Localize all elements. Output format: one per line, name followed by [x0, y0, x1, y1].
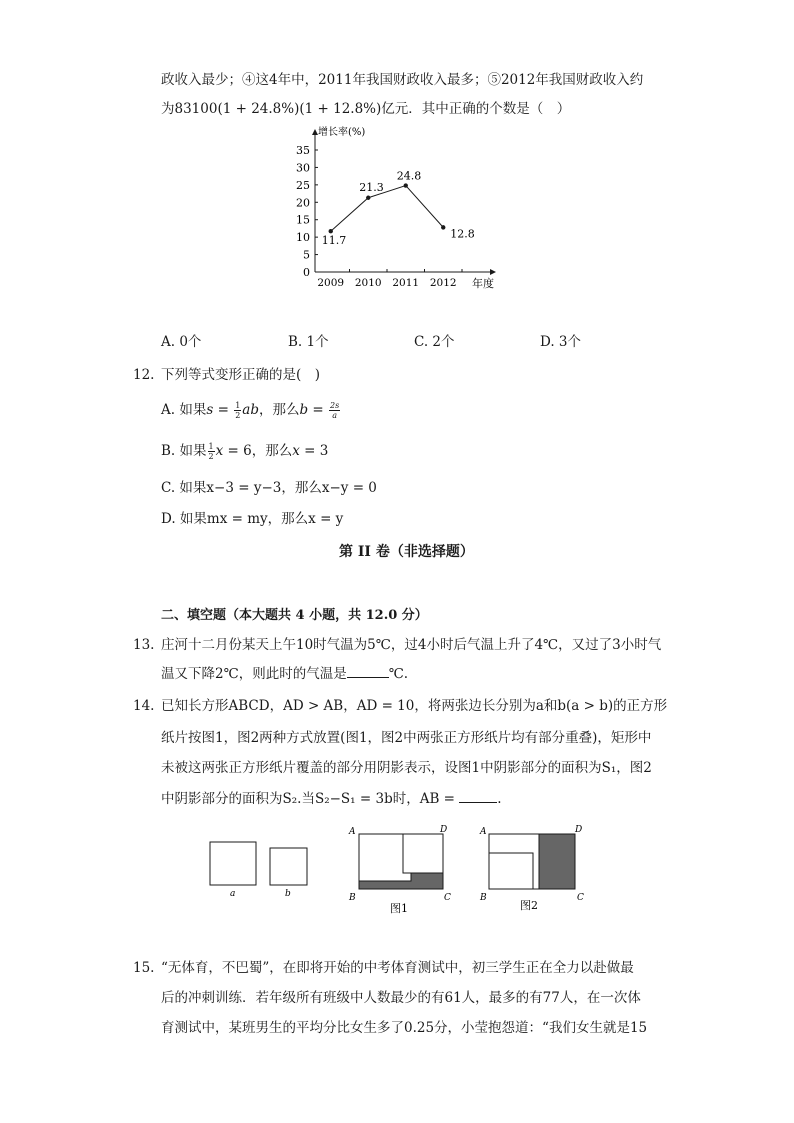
q14-line3: 未被这两张正方形纸片覆盖的部分用阴影表示，设图1中阴影部分的面积为S₁，图2 [161, 760, 652, 776]
figure-1-vertex-b: B [349, 893, 356, 903]
data-point [366, 196, 370, 200]
figure-1-shaded-corner [411, 873, 443, 889]
figure-1-vertex-d: D [440, 825, 448, 835]
square-b-label: b [285, 889, 291, 899]
q12-number: 12. [133, 367, 155, 383]
q12-option-a-mid: ，那么 [258, 402, 300, 418]
data-label: 11.7 [321, 234, 347, 248]
y-tick-label: 35 [296, 144, 310, 157]
q14-line2: 纸片按图1，图2两种方式放置(图1，图2中两张正方形纸片均有部分重叠)，矩形中 [161, 730, 652, 746]
q15-number: 15. [133, 960, 155, 976]
growth-rate-chart [270, 120, 510, 300]
q11-option-c: C. 2个 [414, 334, 455, 350]
q14-number: 14. [133, 698, 155, 714]
x-tick-label: 2010 [354, 277, 382, 289]
x-tick-label: 2012 [429, 277, 457, 289]
part2-title: 第 II 卷（非选择题） [339, 544, 474, 560]
data-label: 21.3 [359, 180, 384, 194]
square-a-label: a [230, 889, 236, 899]
figure-1 [348, 825, 451, 915]
q13-line2-text: 温又下降2℃，则此时的气温是 [161, 666, 347, 682]
figure-2-vertex-c: C [577, 893, 584, 903]
figure-2-vertex-a: A [480, 827, 487, 837]
x-tick-label: 2011 [392, 277, 420, 289]
data-point [404, 183, 408, 187]
q14-figures [200, 820, 600, 920]
q13-line2-unit: ℃. [388, 666, 409, 682]
figure-2 [479, 825, 584, 912]
figure-1-vertex-c: C [444, 893, 451, 903]
y-tick-label: 20 [296, 196, 310, 210]
y-tick-label: 10 [296, 231, 310, 245]
q11-text-line2: 为83100(1 + 24.8%)(1 + 12.8%)亿元．其中正确的个数是（ ） [161, 101, 571, 117]
figure-2-caption: 图2 [520, 899, 538, 912]
q11-option-a: A. 0个 [161, 334, 202, 350]
q12-option-b-mid: ，那么 [251, 443, 293, 459]
y-tick-label: 15 [296, 213, 310, 227]
figure-1-square-b [403, 834, 443, 873]
q12-option-d: D. 如果mx = my，那么x = y [161, 511, 344, 527]
data-label: 24.8 [396, 169, 422, 183]
section2-title: 二、填空题（本大题共 4 小题，共 12.0 分） [161, 608, 428, 623]
figure-2-vertex-d: D [575, 825, 583, 835]
q11-option-b: B. 1个 [288, 334, 329, 350]
q15-line3: 育测试中，某班男生的平均分比女生多了0.25分，小莹抱怨道：“我们女生就是15 [161, 1020, 648, 1036]
square-b [270, 848, 307, 885]
figure-1-vertex-a: A [349, 827, 356, 837]
series-line [331, 186, 444, 232]
q14-line4-end: . [497, 791, 502, 807]
q12-stem: 下列等式变形正确的是( ) [161, 367, 321, 383]
y-tick-label: 0 [303, 266, 310, 279]
x-tick-label: 2009 [317, 277, 345, 289]
data-label: 12.8 [450, 227, 475, 241]
q12-option-c: C. 如果x−3 = y−3，那么x−y = 0 [161, 480, 377, 496]
q14-line4-text: 中阴影部分的面积为S₂.当S₂−S₁ = 3b时，AB = [161, 791, 455, 807]
q11-option-d: D. 3个 [540, 334, 582, 350]
data-point [441, 225, 445, 229]
y-tick-label: 25 [296, 178, 310, 192]
figure-2-square-b [489, 853, 533, 889]
q13-line1: 庄河十二月份某天上午10时气温为5℃，过4小时后气温上升了4℃，又过了3小时气 [161, 637, 662, 653]
q12-option-a: A. 如果s = $\frac{1}{2}$ ab，那么b = $\frac{2s}{a}$ [161, 401, 340, 420]
q12-option-a-prefix: A. 如果 [161, 402, 207, 418]
q14-answer-blank [459, 802, 497, 803]
square-a [210, 842, 256, 885]
q15-line1: “无体育，不巴蜀”，在即将开始的中考体育测试中，初三学生正在全力以赴做最 [161, 960, 634, 976]
q13-answer-blank [347, 677, 389, 678]
figure-2-vertex-b: B [480, 893, 487, 903]
y-tick-label: 30 [296, 161, 310, 175]
q13-number: 13. [133, 637, 155, 653]
figure-2-shaded-strip [539, 834, 575, 889]
q14-line4 [161, 791, 502, 807]
y-axis-label: 增长率(%) [318, 127, 366, 138]
y-tick-label: 5 [303, 248, 310, 262]
q11-text-line1: 政收入最少；④这4年中，2011年我国财政收入最多；⑤2012年我国财政收入约 [161, 72, 644, 88]
q12-option-b-prefix: B. 如果 [161, 443, 207, 459]
q13-line2 [161, 666, 408, 682]
q12-option-b: B. 如果 $\frac{1}{2}$ x = 6，那么x = 3 [161, 442, 329, 461]
data-point [329, 229, 333, 233]
figure-1-caption: 图1 [390, 902, 408, 915]
q14-line1: 已知长方形ABCD，AD > AB，AD = 10，将两张边长分别为a和b(a > b)的正方形 [161, 698, 668, 714]
q15-line2: 后的冲刺训练．若年级所有班级中人数最少的有61人，最多的有77人，在一次体 [161, 990, 641, 1006]
x-axis-label: 年度 [472, 277, 494, 290]
